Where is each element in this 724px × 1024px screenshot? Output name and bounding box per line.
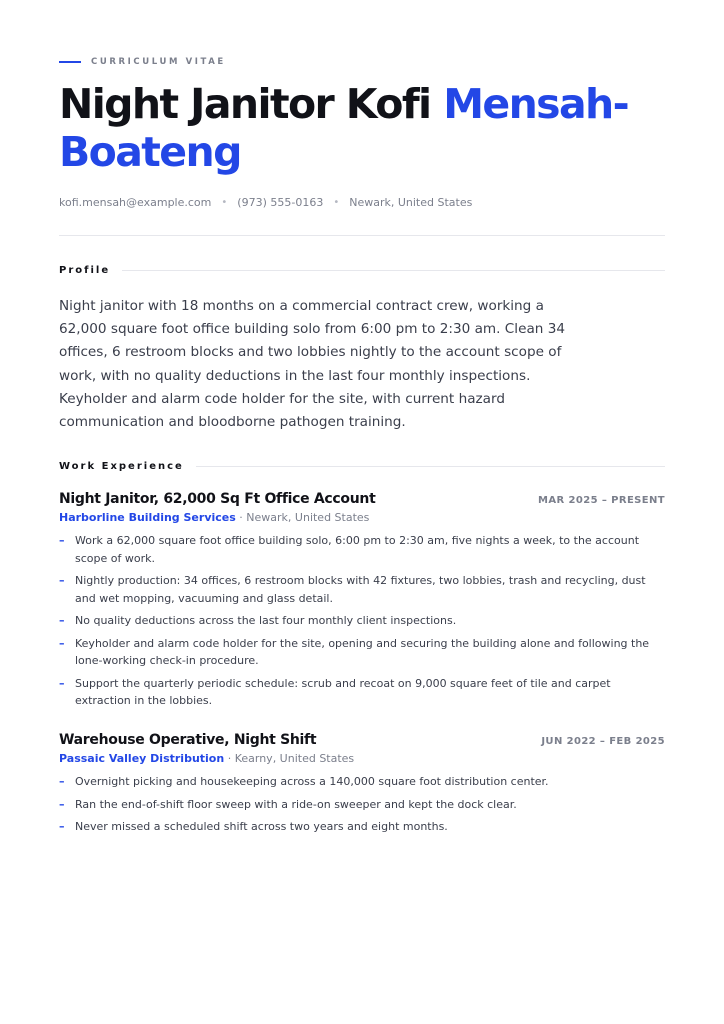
bullet-text: Never missed a scheduled shift across two years and eight months. — [75, 820, 448, 833]
job-dates: JUN 2022 – FEB 2025 — [541, 736, 665, 747]
bullet-dash-icon: – — [59, 534, 65, 547]
profile-section-heading — [59, 265, 665, 276]
bullet-text: Nightly production: 34 offices, 6 restroom blocks with 42 fixtures, two lobbies, trash and recycling, dust and wet mopping, vacuuming and glass detail. — [75, 574, 646, 605]
section-rule — [122, 270, 665, 271]
bullet-dash-icon: – — [59, 676, 65, 690]
bullet-text: Overnight picking and housekeeping across a 140,000 square foot distribution center. — [75, 775, 549, 788]
name-accent: Mensah-Boateng — [59, 80, 629, 176]
candidate-name — [59, 80, 679, 176]
org-separator: · — [224, 752, 235, 765]
contact-separator: • — [333, 197, 340, 208]
job-bullets — [59, 773, 665, 836]
job-organization — [59, 511, 665, 524]
bullet-item — [59, 773, 665, 791]
bullet-item — [59, 796, 665, 814]
job-organization — [59, 752, 665, 765]
bullet-item — [59, 675, 665, 710]
job-bullets — [59, 532, 665, 710]
profile-text: Night janitor with 18 months on a commercial contract crew, working a 62,000 square foot office building solo from 6:00 pm to 2:30 am. Clean 34 offices, 6 restroom blocks and two lobbies nightly to the account scope of work, with no quality deductions in the last four monthly inspections. Keyholder and alarm code holder for the site, with current hazard communication and bloodborne pathogen training. — [59, 298, 566, 431]
experience-section-heading — [59, 461, 665, 472]
header-divider — [59, 235, 665, 236]
bullet-item — [59, 612, 665, 630]
bullet-dash-icon: – — [59, 574, 65, 587]
contact-location: Newark, United States — [349, 196, 473, 209]
job-title: Warehouse Operative, Night Shift — [59, 732, 317, 748]
contact-email[interactable]: kofi.mensah@example.com — [59, 196, 212, 209]
eyebrow — [59, 57, 226, 67]
bullet-text: Ran the end-of-shift floor sweep with a ride-on sweeper and kept the dock clear. — [75, 797, 517, 811]
bullet-item — [59, 635, 665, 670]
company-location: Kearny, United States — [234, 752, 355, 765]
company-name: Harborline Building Services — [59, 511, 236, 524]
contact-phone[interactable]: (973) 555-0163 — [237, 196, 324, 209]
bullet-dash-icon: – — [59, 820, 65, 833]
bullet-dash-icon: – — [59, 614, 65, 627]
profile-heading: Profile — [59, 265, 111, 276]
experience-heading: Work Experience — [59, 461, 184, 472]
job-title: Night Janitor, 62,000 Sq Ft Office Account — [59, 491, 376, 507]
company-name: Passaic Valley Distribution — [59, 752, 225, 765]
bullet-text: Keyholder and alarm code holder for the site, opening and securing the building alone and following the lone-working check-in procedure. — [75, 636, 650, 667]
job-dates: MAR 2025 – PRESENT — [538, 495, 665, 506]
bullet-text: Support the quarterly periodic schedule: scrub and recoat on 9,000 square feet of tile and carpet extraction in the lobbies. — [75, 676, 611, 707]
bullet-dash-icon: – — [59, 797, 65, 811]
accent-rule — [59, 61, 81, 63]
job-entry — [59, 491, 665, 715]
name-plain: Night Janitor Kofi — [59, 80, 444, 128]
bullet-dash-icon: – — [59, 775, 65, 788]
eyebrow-label: CURRICULUM VITAE — [91, 57, 226, 67]
bullet-item — [59, 818, 665, 836]
job-header — [59, 732, 665, 748]
contact-line — [59, 196, 472, 209]
company-location: Newark, United States — [246, 511, 370, 524]
org-separator: · — [235, 511, 247, 524]
bullet-item — [59, 572, 665, 607]
bullet-text: No quality deductions across the last four monthly client inspections. — [75, 614, 457, 627]
bullet-text: Work a 62,000 square foot office building solo, 6:00 pm to 2:30 am, five nights a week, to the account scope of work. — [75, 534, 640, 565]
bullet-item — [59, 532, 665, 567]
bullet-dash-icon: – — [59, 636, 65, 650]
job-entry — [59, 732, 665, 841]
job-header — [59, 491, 665, 507]
contact-separator: • — [221, 197, 228, 208]
section-rule — [196, 466, 665, 467]
